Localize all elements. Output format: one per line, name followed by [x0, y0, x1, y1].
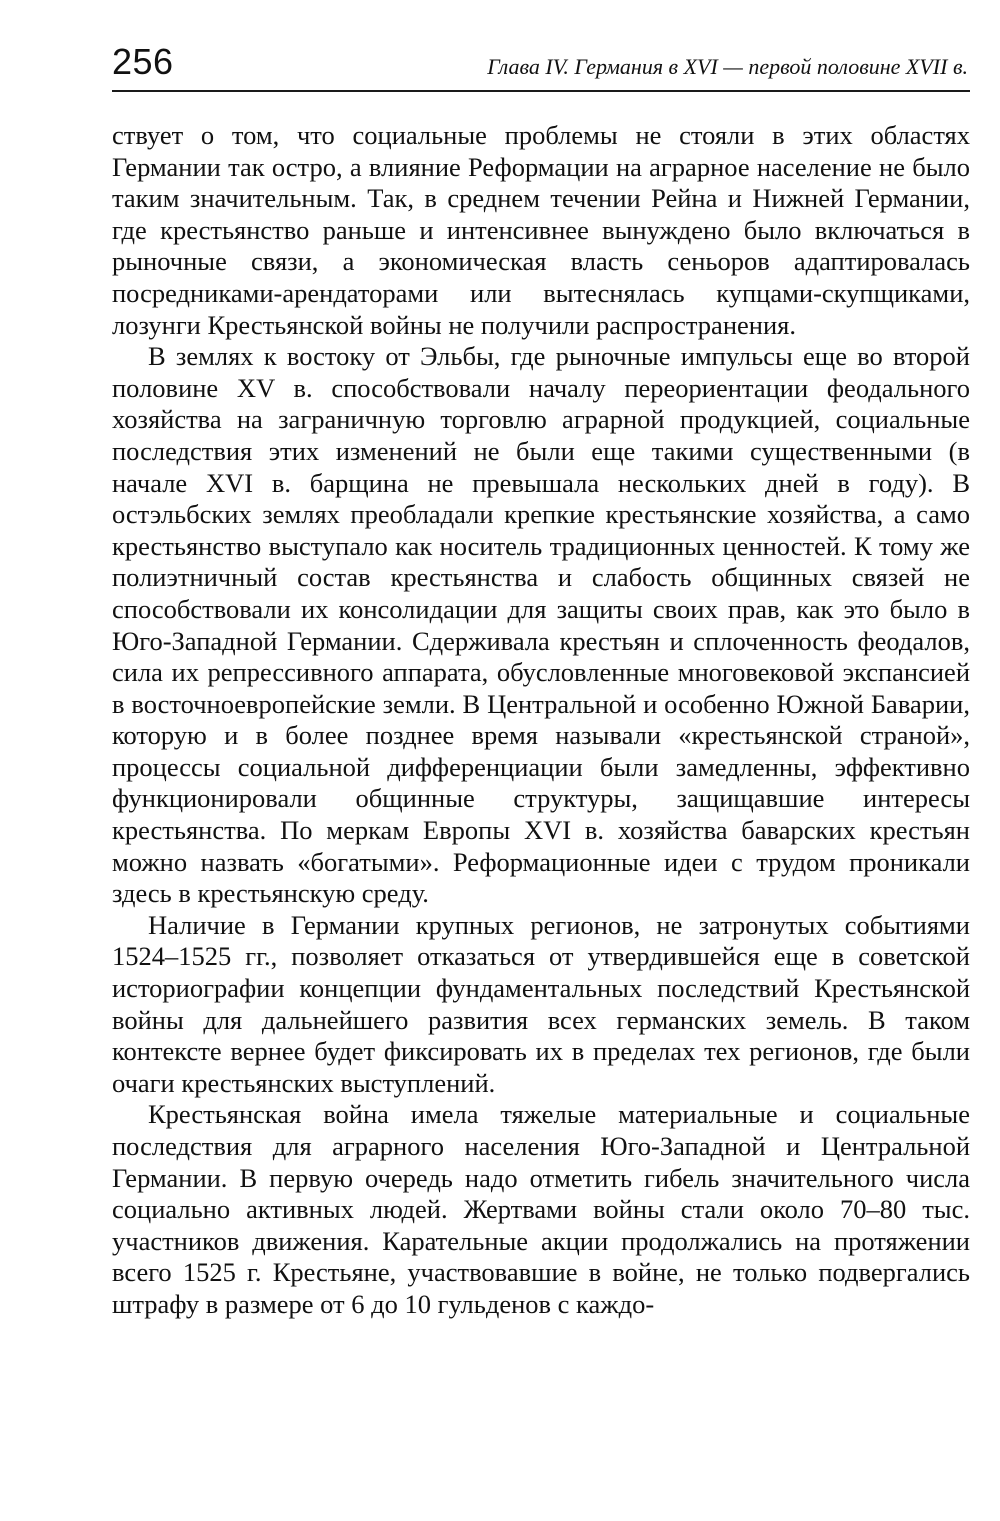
page-number: 256 [112, 41, 174, 82]
chapter-title: Глава IV. Германия в XVI — первой половине XVII в. [487, 54, 968, 79]
body-text [112, 120, 970, 1321]
paragraph: Крестьянская война имела тяжелые материальные и социальные последствия для аграрного населения Юго-Западной и Центральной Германии. В первую очередь надо отметить гибель значительного числа социально активных людей. Жертвами войны стали около 70–80 тыс. участников движения. Карательные акции продолжались на протяжении всего 1525 г. Крестьяне, участвовавшие в войне, не только подвергались штрафу в размере от 6 до 10 гульденов с каждо- [112, 1099, 970, 1319]
paragraph-continued: ствует о том, что социальные проблемы не стояли в этих областях Германии так остро, а влияние Реформации на аграрное население не было таким значительным. Так, в среднем течении Рейна и Нижней Германии, где крестьянство раньше и интенсивнее вынуждено было включаться в рыночные связи, а экономическая власть сеньоров адаптировалась посредниками-арендаторами или вытеснялась купцами-скупщиками, лозунги Крестьянской войны не получили распространения. [112, 120, 970, 340]
running-header [112, 40, 970, 92]
paragraph: Наличие в Германии крупных регионов, не затронутых событиями 1524–1525 гг., позволяет отказаться от утвердившейся еще в советской историографии концепции фундаментальных последствий Крестьянской войны для дальнейшего развития всех германских земель. В таком контексте вернее будет фиксировать их в пределах тех регионов, где были очаги крестьянских выступлений. [112, 909, 970, 1098]
paragraph: В землях к востоку от Эльбы, где рыночные импульсы еще во второй половине XV в. способствовали началу переориентации феодального хозяйства на заграничную торговлю аграрной продукцией, социальные последствия этих изменений не были еще такими существенными (в начале XVI в. барщина не превышала нескольких дней в году). В остэльбских землях преобладали крепкие крестьянские хозяйства, а само крестьянство выступало как носитель традиционных ценностей. К тому же полиэтничный состав крестьянства и слабость общинных связей не способствовали их консолидации для защиты своих прав, как это было в Юго-Западной Германии. Сдерживала крестьян и сплоченность феодалов, сила их репрессивного аппарата, обусловленные многовековой экспансией в восточноевропейские земли. В Центральной и особенно Южной Баварии, которую и в более позднее время называли «крестьянской страной», процессы социальной дифференциации были замедленны, эффективно функционировали общинные структуры, защищавшие интересы крестьянства. По меркам Европы XVI в. хозяйства баварских крестьян можно назвать «богатыми». Реформационные идеи с трудом проникали здесь в крестьянскую среду. [112, 341, 970, 909]
